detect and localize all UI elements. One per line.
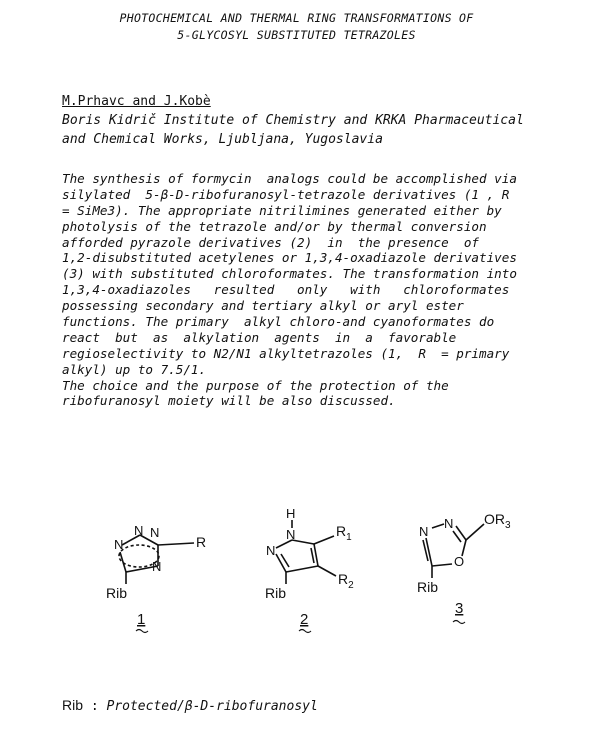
structure-1-tetrazole [106, 523, 206, 633]
abstract-line: react but as alkylation agents in a favorable [62, 329, 457, 345]
abstract-line: 1,2-disubstituted acetylenes or 1,3,4-oxadiazole derivatives [62, 250, 517, 266]
substituent-rib: Rib [106, 585, 128, 601]
chemical-structures [0, 500, 593, 650]
abstract-line: possessing secondary and tertiary alkyl or aryl ester [62, 298, 464, 314]
atom-n: N [114, 537, 124, 552]
atom-o: O [454, 554, 465, 569]
author-block [62, 92, 524, 149]
atom-n: N [419, 524, 429, 539]
abstract-line: (3) with substituted chloroformates. The transformation into [62, 266, 517, 282]
abstract-line: functions. The primary alkyl chloro-and cyanoformates do [62, 314, 495, 330]
abstract-line: regioselectivity to N2/N1 alkyltetrazoles (1, R = primary [62, 345, 510, 361]
abstract-line: alkyl) up to 7.5/1. [62, 361, 207, 377]
author-names: M.Prhavc and J.Kobè [62, 94, 211, 109]
rib-separator: : [83, 699, 107, 714]
structure-3-oxadiazole [417, 511, 511, 624]
compound-label-2: 2 [300, 611, 309, 628]
substituent-rib: Rib [417, 579, 439, 595]
abstract-line: = SiMe3). The appropriate nitrilimines generated either by [62, 202, 502, 218]
atom-n: N [444, 516, 454, 531]
substituent-r1: $R_1$ [336, 523, 352, 543]
atom-n: N [152, 559, 162, 574]
rib-definition-text: Protected/β-D-ribofuranosyl [106, 699, 318, 714]
compound-label-1: 1 [137, 611, 146, 628]
rib-abbrev: Rib [62, 697, 84, 713]
abstract-line: silylated 5-β-D-ribofuranosyl-tetrazole derivatives (1 , R [62, 186, 510, 202]
abstract-line: afforded pyrazole derivatives (2) in the presence of [62, 234, 480, 250]
abstract-line: 1,3,4-oxadiazoles resulted only with chloroformates [62, 282, 510, 298]
paper-title-line-1: PHOTOCHEMICAL AND THERMAL RING TRANSFORMATIONS OF [119, 11, 474, 25]
substituent-or3: $OR_3$ [484, 511, 511, 531]
abstract-line: ribofuranosyl moiety will be also discussed. [62, 393, 396, 409]
atom-n: N [134, 523, 144, 538]
abstract-line: The synthesis of formycin analogs could be accomplished via [62, 171, 517, 186]
abstract [62, 171, 590, 409]
atom-h: H [286, 506, 296, 521]
atom-n: N [286, 527, 296, 542]
atom-n: N [150, 525, 160, 540]
compound-label-3: 3 [455, 600, 464, 617]
substituent-r: R [196, 534, 207, 550]
abstract-line: photolysis of the tetrazole and/or by thermal conversion [62, 218, 487, 234]
institution-line-2: and Chemical Works, Ljubljana, Yugoslavia [62, 132, 383, 147]
abstract-line: The choice and the purpose of the protection of the [62, 377, 449, 393]
institution-line-1: Boris Kidrič Institute of Chemistry and KRKA Pharmaceutical [62, 113, 524, 128]
atom-n: N [266, 543, 276, 558]
paper-title-line-2: 5-GLYCOSYL SUBSTITUTED TETRAZOLES [177, 28, 416, 42]
rib-definition [62, 697, 318, 714]
structure-2-pyrazole [265, 506, 354, 633]
substituent-r2: $R_2$ [338, 571, 354, 591]
substituent-rib: Rib [265, 585, 287, 601]
